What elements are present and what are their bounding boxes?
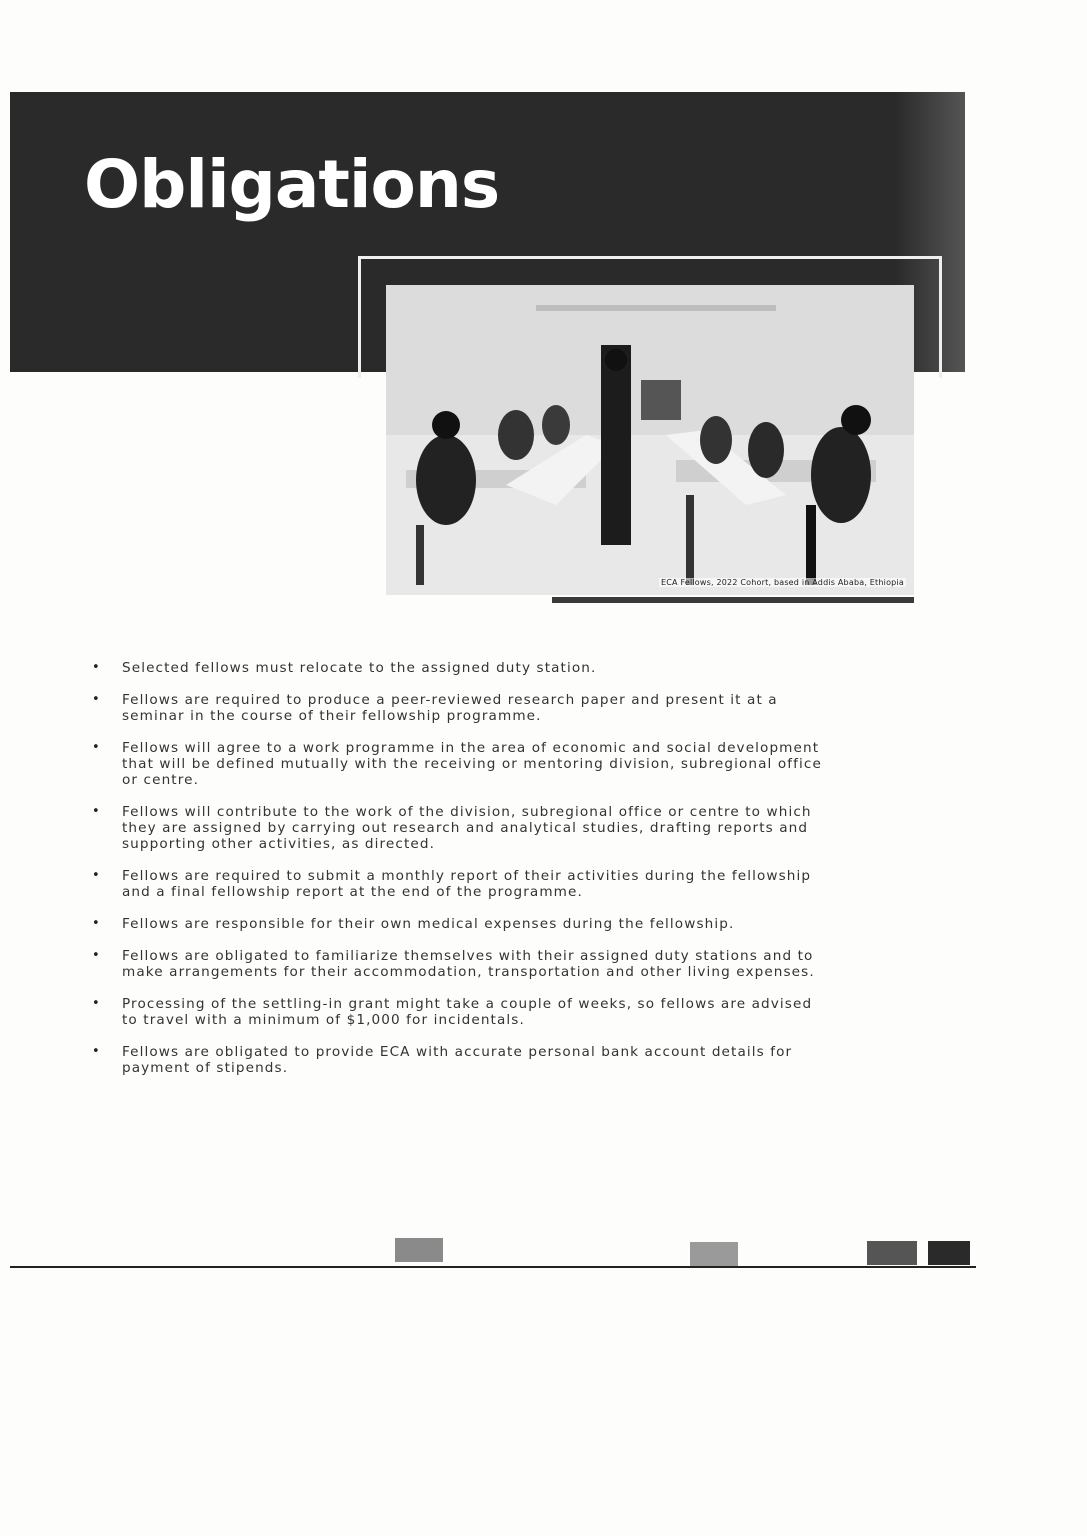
- bullet-icon: •: [92, 692, 101, 707]
- list-item: [90, 868, 830, 900]
- photo-caption: ECA Fellows, 2022 Cohort, based in Addis Ababa, Ethiopia: [661, 578, 904, 587]
- page-title: Obligations: [84, 146, 500, 223]
- footer-decoration-block: [395, 1238, 443, 1262]
- bullet-icon: •: [92, 916, 101, 931]
- obligation-text: Fellows will contribute to the work of the division, subregional office or centre to which they are assigned by carrying out research and analytical studies, drafting reports and supporting other activities, as directed.: [122, 804, 812, 852]
- list-item: [90, 1044, 830, 1076]
- footer-decoration-block: [690, 1242, 738, 1266]
- list-item: [90, 916, 830, 932]
- obligation-text: Fellows are obligated to familiarize themselves with their assigned duty stations and to make arrangements for their accommodation, transportation and other living expenses.: [122, 948, 815, 980]
- photo-underline: [552, 597, 914, 603]
- obligation-text: Fellows are responsible for their own medical expenses during the fellowship.: [122, 916, 735, 932]
- obligation-text: Fellows are required to produce a peer-reviewed research paper and present it at a seminar in the course of their fellowship programme.: [122, 692, 778, 724]
- obligation-text: Fellows are required to submit a monthly report of their activities during the fellowship and a final fellowship report at the end of the programme.: [122, 868, 812, 900]
- obligation-text: Fellows are obligated to provide ECA with accurate personal bank account details for payment of stipends.: [122, 1044, 793, 1076]
- obligations-list: [90, 660, 830, 1092]
- obligation-text: Fellows will agree to a work programme in the area of economic and social development that will be defined mutually with the receiving or mentoring division, subregional office or centre.: [122, 740, 822, 788]
- list-item: [90, 740, 830, 788]
- list-item: [90, 948, 830, 980]
- bullet-icon: •: [92, 996, 101, 1011]
- obligation-text: Processing of the settling-in grant might take a couple of weeks, so fellows are advised to travel with a minimum of $1,000 for incidentals.: [122, 996, 813, 1028]
- classroom-photo-illustration: [386, 285, 914, 595]
- bullet-icon: •: [92, 740, 101, 755]
- bullet-icon: •: [92, 804, 101, 819]
- footer-decoration-block: [867, 1241, 917, 1265]
- list-item: [90, 692, 830, 724]
- bullet-icon: •: [92, 660, 101, 675]
- list-item: [90, 660, 830, 676]
- footer-decoration-block: [928, 1241, 970, 1265]
- obligation-text: Selected fellows must relocate to the assigned duty station.: [122, 660, 597, 676]
- list-item: [90, 804, 830, 852]
- bullet-icon: •: [92, 868, 101, 883]
- footer-rule: [10, 1266, 976, 1268]
- bullet-icon: •: [92, 1044, 101, 1059]
- list-item: [90, 996, 830, 1028]
- bullet-icon: •: [92, 948, 101, 963]
- cohort-photo: [386, 285, 914, 595]
